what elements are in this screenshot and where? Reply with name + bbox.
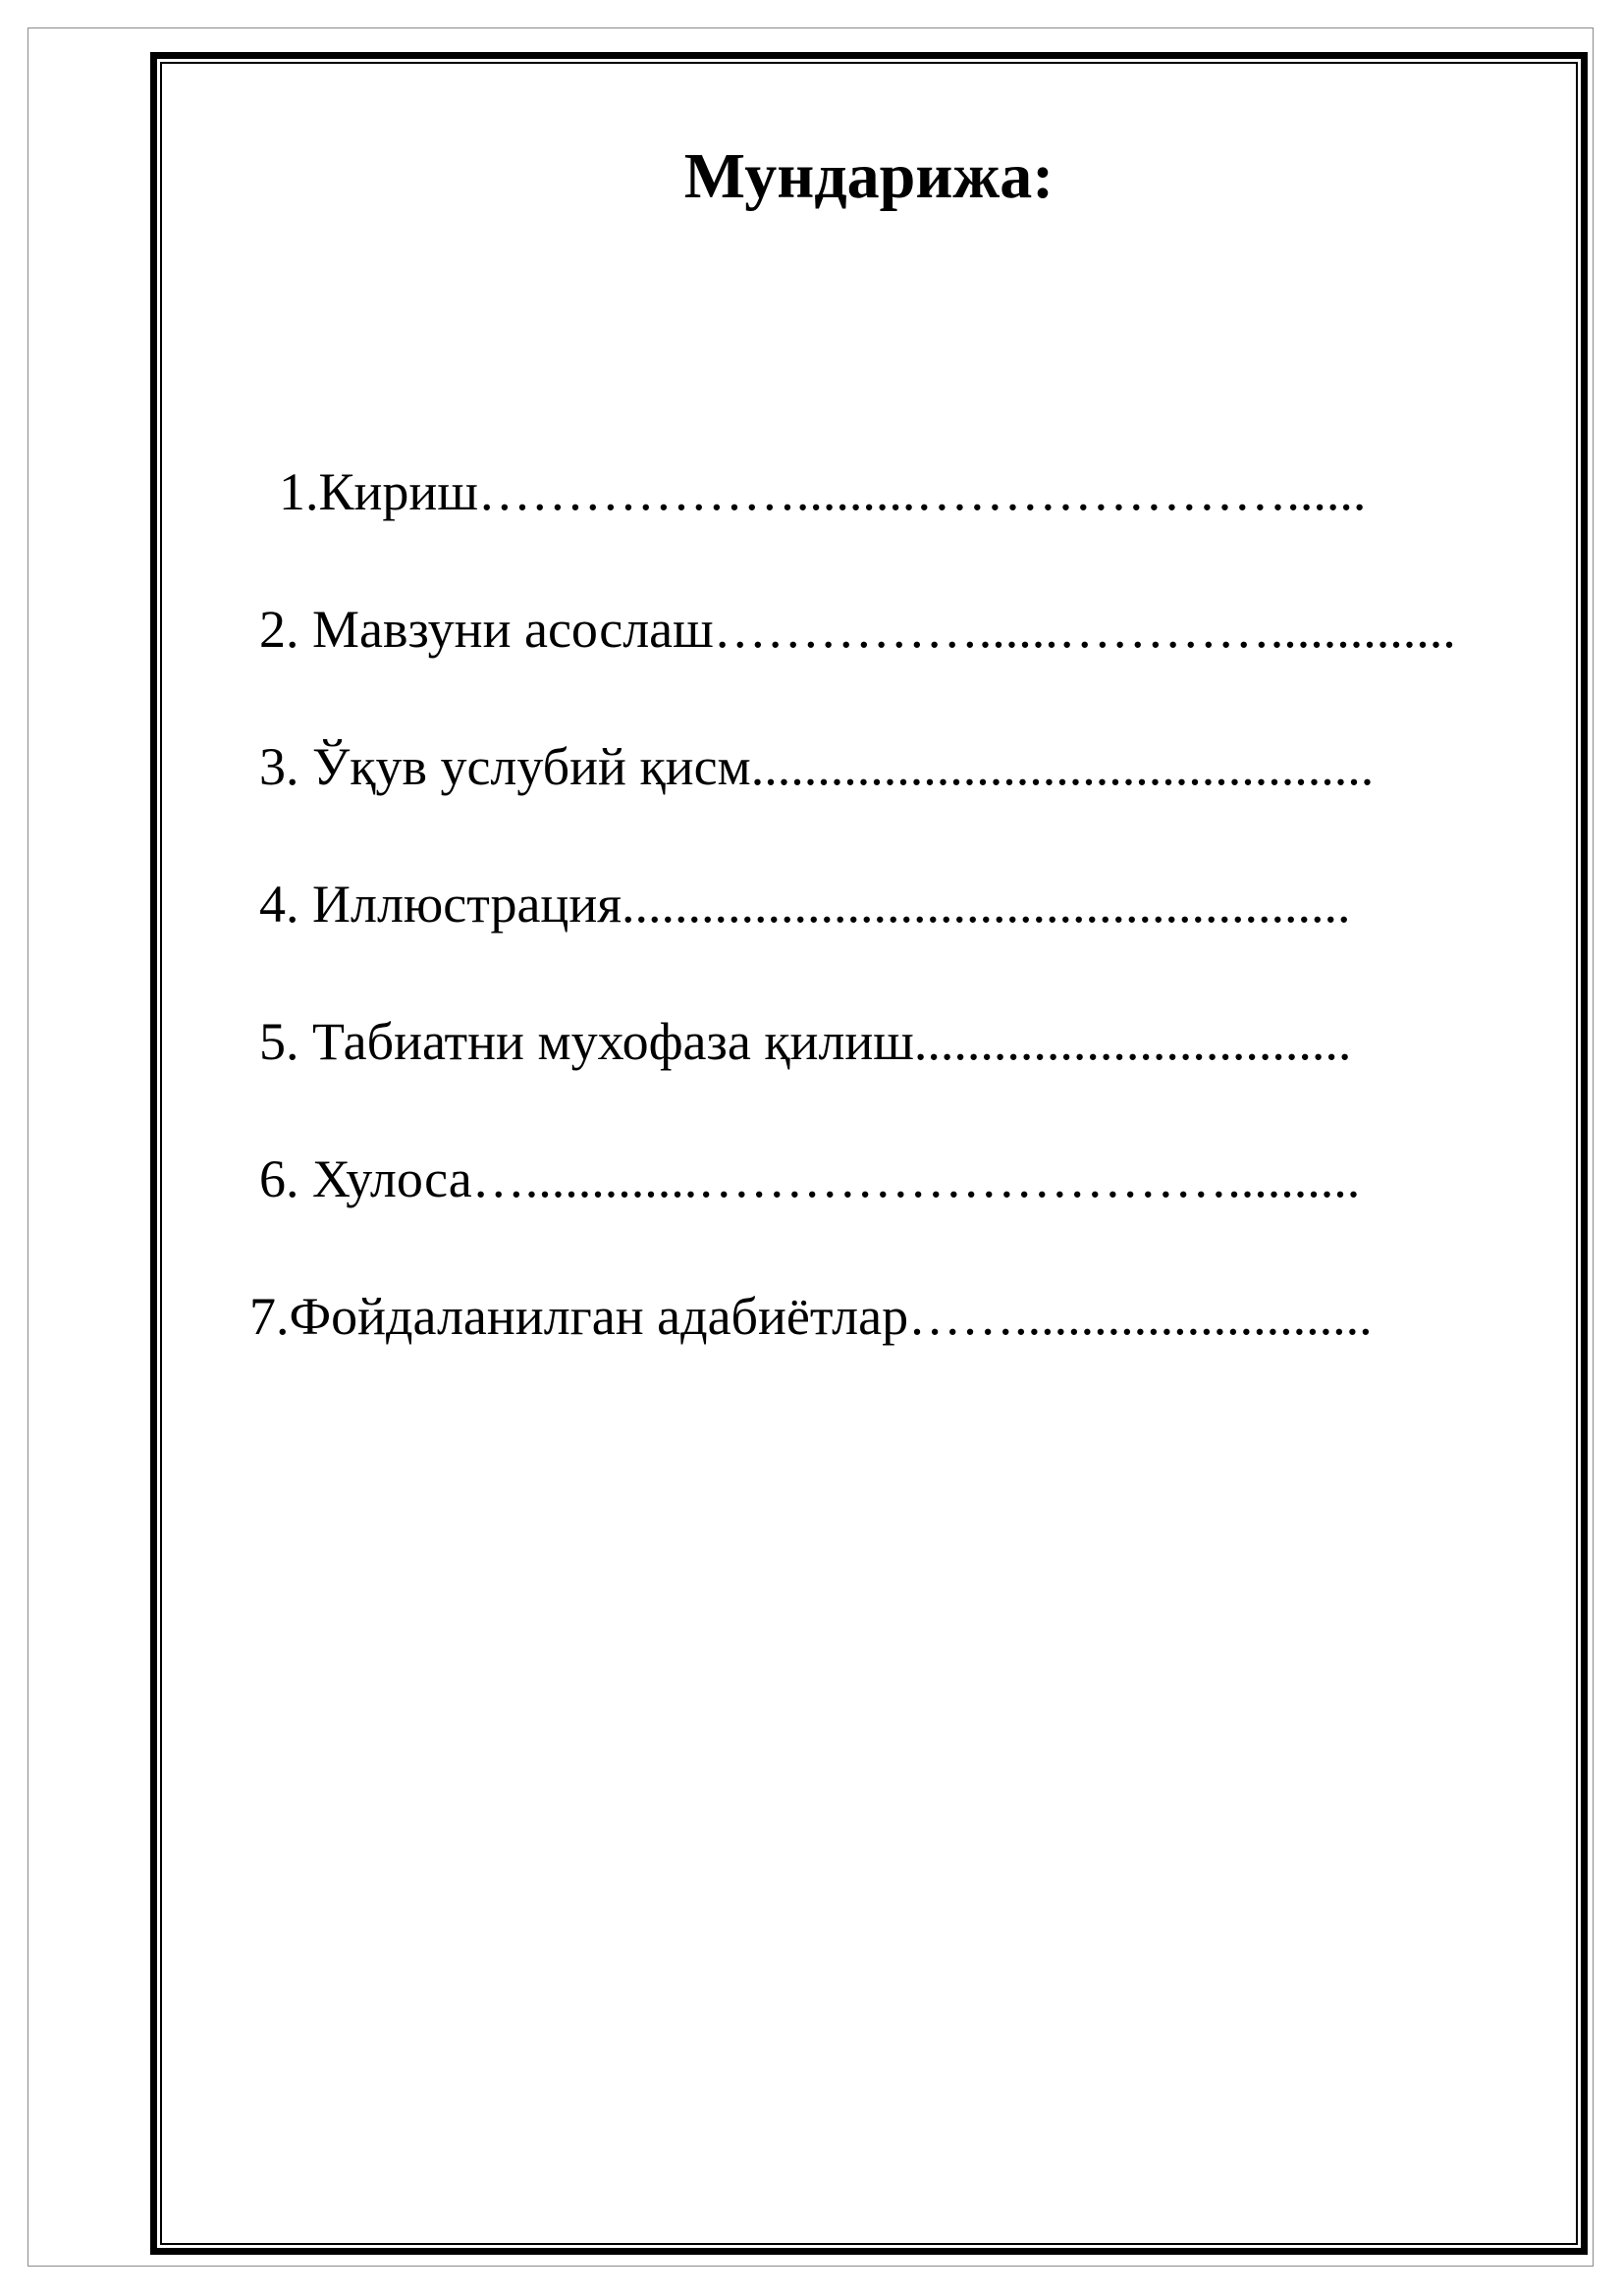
toc-item-text: Табиатни мухофаза қилиш................................. <box>312 1012 1352 1071</box>
toc-item-text: Ўқув услубий қисм............................................... <box>312 737 1375 796</box>
toc-item-text: Фойдаланилган адабиётлар……........................... <box>289 1287 1373 1346</box>
toc-item-2 <box>259 597 1456 662</box>
toc-item-number: 7. <box>249 1287 290 1346</box>
toc-item-1 <box>279 459 1366 524</box>
toc-item-5 <box>259 1009 1351 1074</box>
toc-item-text: Мавзуни асослаш……………......………….............. <box>312 600 1456 659</box>
toc-item-number: 2. <box>259 600 299 659</box>
toc-item-text: Кириш……………….........…………………...... <box>318 462 1367 521</box>
toc-item-number: 3. <box>259 737 299 796</box>
toc-item-6 <box>259 1147 1360 1211</box>
toc-item-text: Иллюстрация....................................................... <box>312 875 1351 934</box>
toc-item-number: 4. <box>259 875 299 934</box>
toc-item-number: 5. <box>259 1012 299 1071</box>
toc-item-text: Хулоса….............………………………….......... <box>312 1149 1361 1208</box>
toc-item-number: 6. <box>259 1149 299 1208</box>
page-title: Мундарижа: <box>683 140 1055 212</box>
toc-item-3 <box>259 734 1374 799</box>
toc-item-7 <box>249 1284 1373 1349</box>
toc-item-number: 1. <box>279 462 319 521</box>
toc-item-4 <box>259 872 1351 936</box>
